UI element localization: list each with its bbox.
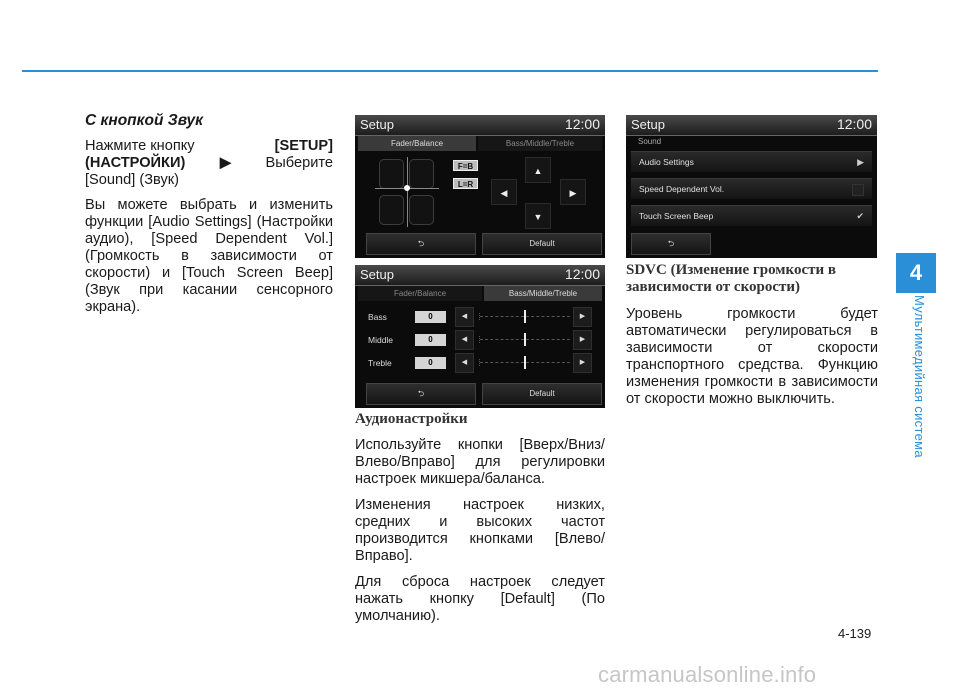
paragraph-1: Используйте кнопки [Вверх/Вниз/Влево/Вправо] для регулировки настроек микшера/баланса.: [355, 437, 605, 487]
paragraph-1: Уровень громкости будет автоматически регулироваться в зависимости от скорости транспортного средства. Функцию изменения громкости в зависимости от скорости можно выключить.: [626, 306, 878, 407]
arrow-down-icon[interactable]: ▼: [525, 203, 551, 229]
eq-row-label: Treble: [368, 358, 392, 368]
tab-fader-balance[interactable]: Fader/Balance: [358, 136, 476, 151]
menu-item-speed-dependent-vol[interactable]: [631, 178, 872, 199]
checkbox-icon: [852, 184, 864, 196]
eq-row-label: Bass: [368, 312, 387, 322]
arrow-left-icon[interactable]: ◀: [455, 353, 474, 373]
fb-label: F=B: [453, 160, 478, 171]
screen-titlebar: [355, 115, 605, 136]
seat-rear-right: [409, 195, 434, 225]
balance-point: [404, 185, 410, 191]
chapter-title: Мультимедийная система: [912, 295, 927, 458]
page-number: 4-139: [838, 626, 872, 641]
back-button[interactable]: [631, 233, 711, 255]
arrow-right-icon[interactable]: ▶: [573, 353, 592, 373]
p1-text-a: Нажмите кнопку: [85, 138, 195, 154]
chapter-number-tab: 4: [896, 253, 936, 293]
screen-sound-menu: [626, 115, 877, 258]
screen-bottombar: [358, 383, 602, 405]
eq-row-value: 0: [415, 311, 446, 323]
screen-tabs: [358, 136, 602, 151]
eq-row-label: Middle: [368, 335, 394, 345]
arrow-right-icon[interactable]: ▶: [573, 307, 592, 327]
menu-item-label: Speed Dependent Vol.: [639, 184, 725, 194]
eq-slider[interactable]: [479, 336, 570, 343]
column-3: [626, 262, 878, 417]
arrow-right-icon[interactable]: ▶: [560, 179, 586, 205]
heading-line-1: SDVC (Изменение громкости в: [626, 262, 836, 278]
back-icon: ⮌: [417, 389, 425, 398]
screen-clock: 12:00: [564, 266, 600, 282]
crosshair-v: [407, 157, 408, 227]
column-2: [355, 411, 605, 634]
screen-subtitle: Sound: [638, 137, 662, 146]
watermark: carmanualsonline.info: [598, 662, 817, 687]
lr-label: L=R: [453, 178, 478, 189]
section-title: С кнопкой Звук: [85, 112, 203, 129]
section-heading: Аудионастройки: [355, 411, 468, 427]
screen-tabs: [358, 286, 602, 301]
arrow-right-icon[interactable]: ▶: [573, 330, 592, 350]
p1-text-select: Выберите: [265, 155, 333, 171]
section-heading: [626, 262, 878, 296]
back-button[interactable]: [366, 383, 476, 405]
eq-row-value: 0: [415, 334, 446, 346]
seat-front-right: [409, 159, 434, 189]
screen-title: Setup: [360, 267, 394, 282]
setup-button-label: [SETUP]: [274, 138, 333, 154]
screen-clock: 12:00: [836, 116, 872, 132]
screen-bass-middle-treble: [355, 265, 605, 408]
arrow-up-icon[interactable]: ▲: [525, 157, 551, 183]
top-rule: [22, 70, 878, 72]
column-1: [85, 112, 333, 325]
seat-rear-left: [379, 195, 404, 225]
menu-item-touch-screen-beep[interactable]: [631, 205, 872, 226]
heading-line-2: зависимости от скорости): [626, 279, 801, 295]
eq-slider[interactable]: [479, 359, 570, 366]
arrow-left-icon[interactable]: ◀: [455, 330, 474, 350]
arrow-left-icon[interactable]: ◀: [455, 307, 474, 327]
default-button[interactable]: Default: [482, 383, 602, 405]
menu-item-audio-settings[interactable]: [631, 151, 872, 172]
eq-slider[interactable]: [479, 313, 570, 320]
screen-titlebar: [355, 265, 605, 286]
check-icon: ✔: [856, 211, 864, 221]
p1-text-sound: [Sound] (Звук): [85, 172, 180, 188]
screen-title: Setup: [631, 117, 665, 132]
back-icon: ⮌: [667, 239, 675, 248]
tab-bass-middle-treble[interactable]: Bass/Middle/Treble: [484, 286, 602, 301]
screen-bottombar: [358, 233, 602, 255]
back-button[interactable]: [366, 233, 476, 255]
tab-fader-balance[interactable]: Fader/Balance: [358, 286, 482, 301]
screen-title: Setup: [360, 117, 394, 132]
menu-item-label: Audio Settings: [639, 157, 694, 167]
seat-front-left: [379, 159, 404, 189]
back-icon: ⮌: [417, 239, 425, 248]
arrow-left-icon[interactable]: ◀: [491, 179, 517, 205]
paragraph-2: Изменения настроек низких, средних и высоких частот производится кнопками [Влево/Вправо].: [355, 497, 605, 564]
seat-map[interactable]: [375, 157, 439, 227]
tab-bass-middle-treble[interactable]: Bass/Middle/Treble: [478, 136, 602, 151]
screen-clock: 12:00: [564, 116, 600, 132]
setup-button-label-ru: (НАСТРОЙКИ): [85, 155, 186, 171]
eq-row-value: 0: [415, 357, 446, 369]
arrow-right-icon: ▶: [857, 157, 864, 167]
screen-fader-balance: [355, 115, 605, 258]
menu-item-label: Touch Screen Beep: [639, 211, 714, 221]
default-button[interactable]: Default: [482, 233, 602, 255]
screen-titlebar: [626, 115, 877, 136]
paragraph-3: Для сброса настроек следует нажать кнопку [Default] (По умолчанию).: [355, 574, 605, 624]
arrow-right-icon: ▶: [219, 155, 232, 171]
paragraph-functions: Вы можете выбрать и изменить функции [Audio Settings] (Настройки аудио), [Speed Dependent Vol.] (Громкость в зависимости от скорости) и [Touch Screen Beep] (Звук при касании сенсорного экрана).: [85, 197, 333, 315]
paragraph-setup: [85, 138, 333, 189]
